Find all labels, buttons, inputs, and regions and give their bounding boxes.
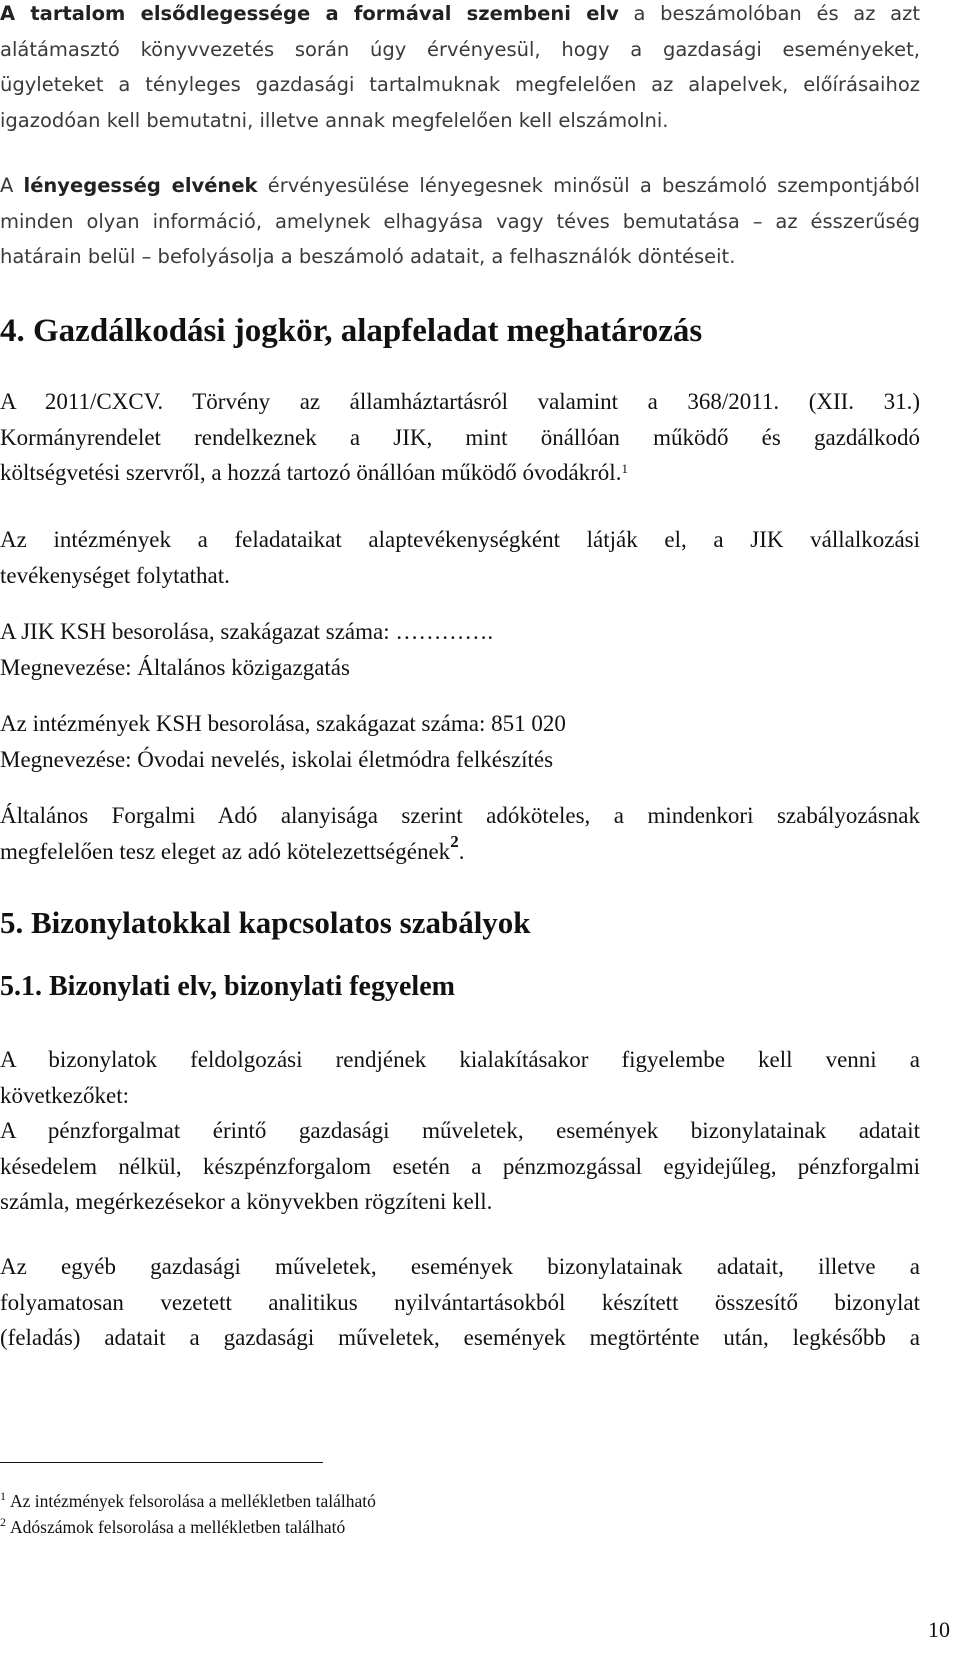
footnote-ref: 1 [621, 461, 628, 476]
text-line: Az egyéb gazdasági műveletek, események bizonylatainak adatait, illetve a [0, 1254, 920, 1279]
text-line: megfelelően tesz eleget az adó kötelezettségének [0, 838, 451, 864]
text-line: tevékenységet folytathat. [0, 562, 230, 588]
paragraph-content-over-form [0, 0, 920, 138]
text-line: minden olyan információ, amelynek elhagyása vagy téves bemutatása – az ésszerűség [0, 209, 920, 233]
text-line: folyamatosan vezetett analitikus nyilvántartásokból készített összesítő bizonylat [0, 1289, 920, 1315]
footnote-2 [0, 1516, 345, 1540]
footnote-number: 2 [0, 1515, 6, 1529]
text-line: alátámasztó könyvvezetés során úgy érvényesül, hogy a gazdasági eseményeket, [0, 37, 920, 61]
principle-name: lényegesség elvének [23, 174, 258, 197]
paragraph-materiality [0, 168, 920, 275]
paragraph-activities [0, 522, 920, 593]
text-line: Az intézmények a feladataikat alaptevékenységként látják el, a JIK vállalkozási [0, 527, 920, 552]
section-heading-4: 4. Gazdálkodási jogkör, alapfeladat meghatározás [0, 313, 703, 349]
page-number: 10 [928, 1617, 950, 1642]
paragraph-other-operations [0, 1249, 920, 1356]
paragraph-jik-ksh [0, 614, 920, 685]
paragraph-legal-basis [0, 384, 920, 491]
text-line: A JIK KSH besorolása, szakágazat száma: …………. [0, 619, 494, 644]
text-line: ügyleteket a tényleges gazdasági tartalmuknak megfelelően az alapelvek, előírásaihoz [0, 73, 920, 96]
text-line: Megnevezése: Óvodai nevelés, iskolai életmódra felkészítés [0, 746, 554, 772]
text-line: késedelem nélkül, készpénzforgalom esetén a pénzmozgással egyidejűleg, pénzforgalmi [0, 1153, 920, 1179]
paragraph-vat [0, 798, 920, 871]
text-line: számla, megérkezésekor a könyvekben rögzíteni kell. [0, 1189, 493, 1214]
footnote-number: 1 [0, 1489, 6, 1503]
text-fragment: A [0, 174, 24, 197]
text-line: (feladás) adatait a gazdasági műveletek, események megtörténte után, legkésőbb a [0, 1325, 920, 1350]
text-line: A pénzforgalmat érintő gazdasági műveletek, események bizonylatainak adatait [0, 1118, 920, 1143]
text-line: A bizonylatok feldolgozási rendjének kialakításakor figyelembe kell venni a [0, 1047, 920, 1072]
paragraph-document-processing [0, 1042, 920, 1220]
text-line: Megnevezése: Általános közigazgatás [0, 654, 350, 680]
text-line: A 2011/CXCV. Törvény az államháztartásról valamint a 368/2011. (XII. 31.) [0, 389, 920, 414]
text-line: költségvetési szervről, a hozzá tartozó önállóan működő óvodákról. [0, 460, 622, 485]
text-line: Kormányrendelet rendelkeznek a JIK, mint önállóan működő és gazdálkodó [0, 424, 920, 450]
footnote-ref: 2 [450, 831, 459, 851]
text-line: Általános Forgalmi Adó alanyisága szerint adóköteles, a mindenkori szabályozásnak [0, 803, 920, 828]
text-line: érvényesülése lényegesnek minősül a beszámoló szempontjából [257, 174, 920, 197]
text-line: a beszámolóban és az azt [618, 2, 920, 25]
section-heading-5: 5. Bizonylatokkal kapcsolatos szabályok [0, 905, 531, 940]
text-line: következőket: [0, 1082, 130, 1108]
text-line: igazodóan kell bemutatni, illetve annak megfelelően kell elszámolni. [0, 108, 669, 132]
text-line: határain belül – befolyásolja a beszámoló adatait, a felhasználók döntéseit. [0, 245, 736, 268]
footnote-separator [0, 1462, 323, 1463]
footnote-text: Adószámok felsorolása a mellékletben található [10, 1517, 346, 1537]
footnote-text: Az intézmények felsorolása a mellékletben található [10, 1491, 376, 1511]
text-line: Az intézmények KSH besorolása, szakágazat száma: 851 020 [0, 711, 566, 736]
subsection-heading-5-1: 5.1. Bizonylati elv, bizonylati fegyelem [0, 971, 455, 1002]
principle-name: A tartalom elsődlegessége a formával szembeni elv [0, 2, 619, 25]
text-fragment: . [458, 838, 465, 864]
footnote-1 [0, 1490, 376, 1514]
paragraph-institutions-ksh [0, 706, 920, 777]
